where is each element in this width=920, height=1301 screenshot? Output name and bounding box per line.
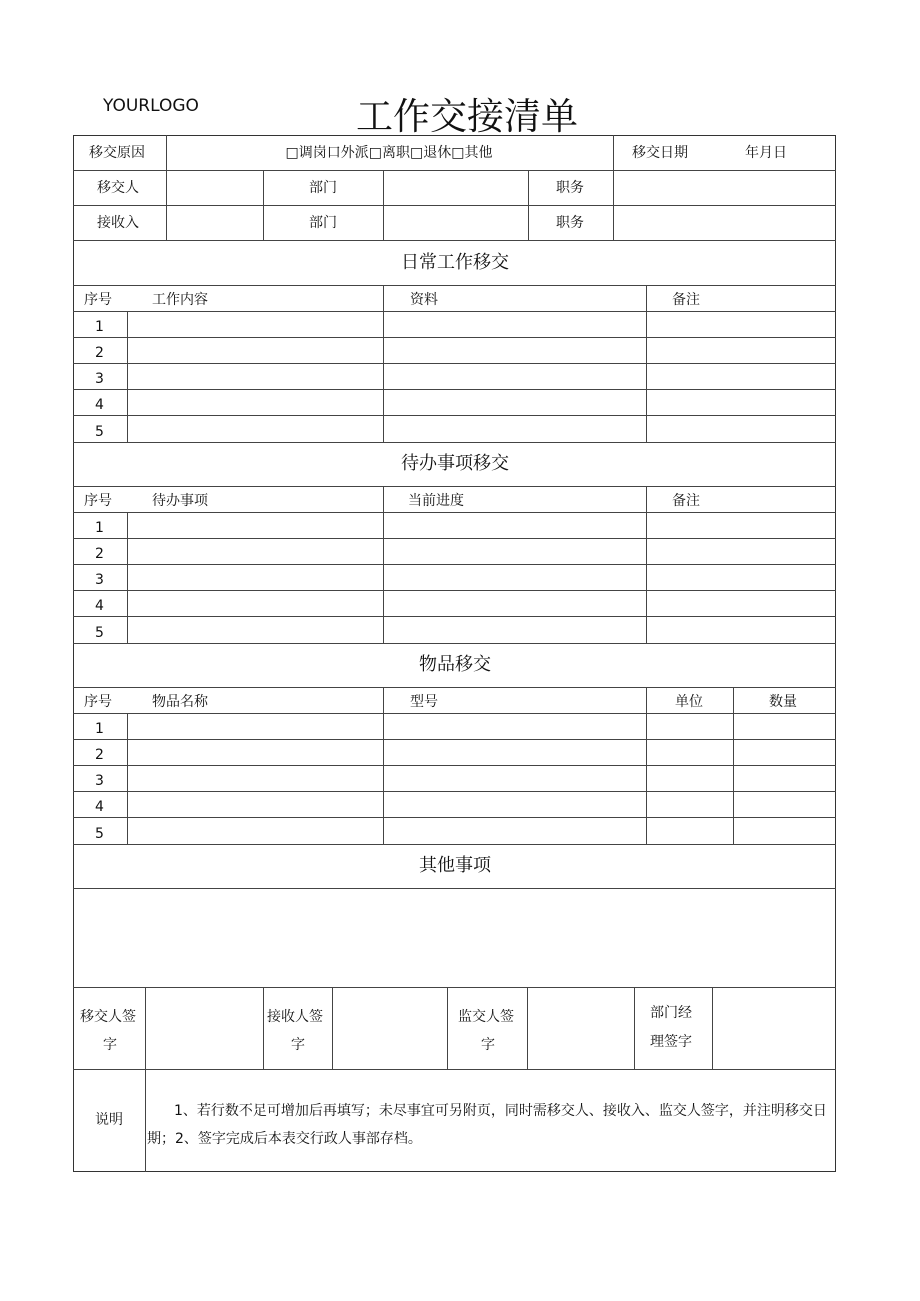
row-divider bbox=[73, 616, 836, 617]
column-divider bbox=[528, 170, 529, 240]
reason-label: 移交原因 bbox=[89, 145, 145, 161]
receiver-label: 接收入 bbox=[97, 215, 139, 231]
receiver-position-label: 职务 bbox=[556, 215, 584, 231]
goods-row-number: 4 bbox=[95, 799, 104, 815]
goods-row-number: 1 bbox=[95, 721, 104, 737]
row-divider bbox=[73, 817, 836, 818]
column-divider bbox=[634, 987, 635, 1069]
column-divider bbox=[332, 987, 333, 1069]
column-divider bbox=[733, 687, 734, 844]
giver-dept-label: 部门 bbox=[309, 180, 337, 196]
row-divider bbox=[73, 739, 836, 740]
column-divider bbox=[263, 170, 264, 240]
todo-row-number: 3 bbox=[95, 572, 104, 588]
row-divider bbox=[73, 415, 836, 416]
row-divider bbox=[73, 170, 836, 171]
column-divider bbox=[383, 285, 384, 442]
giver-signature-label-cont: 字 bbox=[103, 1037, 117, 1053]
row-divider bbox=[73, 389, 836, 390]
column-divider bbox=[145, 987, 146, 1172]
notes-label: 说明 bbox=[95, 1112, 123, 1128]
page-title: 工作交接清单 bbox=[356, 95, 578, 138]
daily-col-remark: 备注 bbox=[672, 292, 700, 308]
daily-row-number: 2 bbox=[95, 345, 104, 361]
column-divider bbox=[447, 987, 448, 1069]
column-divider bbox=[646, 486, 647, 643]
column-divider bbox=[383, 486, 384, 643]
goods-section-title: 物品移交 bbox=[419, 654, 491, 675]
todo-col-no: 序号 bbox=[84, 493, 112, 509]
column-divider bbox=[127, 311, 128, 442]
column-divider bbox=[263, 987, 264, 1069]
receiver-signature-label: 接收人签 bbox=[267, 1009, 323, 1025]
row-divider bbox=[73, 888, 836, 889]
column-divider bbox=[383, 170, 384, 240]
todo-row-number: 5 bbox=[95, 625, 104, 641]
row-divider bbox=[73, 337, 836, 338]
todo-col-remark: 备注 bbox=[672, 493, 700, 509]
row-divider bbox=[73, 687, 836, 688]
column-divider bbox=[613, 170, 614, 240]
column-divider bbox=[646, 687, 647, 844]
todo-col-progress: 当前进度 bbox=[408, 493, 464, 509]
column-divider bbox=[712, 987, 713, 1069]
row-divider bbox=[73, 285, 836, 286]
date-label: 移交日期 bbox=[632, 145, 688, 161]
daily-section-title: 日常工作移交 bbox=[401, 252, 509, 273]
daily-row-number: 4 bbox=[95, 397, 104, 413]
row-divider bbox=[73, 442, 836, 443]
row-divider bbox=[73, 363, 836, 364]
daily-col-material: 资料 bbox=[410, 292, 438, 308]
row-divider bbox=[73, 512, 836, 513]
goods-row-number: 3 bbox=[95, 773, 104, 789]
row-divider bbox=[73, 590, 836, 591]
row-divider bbox=[73, 844, 836, 845]
row-divider bbox=[73, 643, 836, 644]
todo-row-number: 1 bbox=[95, 520, 104, 536]
giver-label: 移交人 bbox=[97, 180, 139, 196]
goods-col-model: 型号 bbox=[410, 694, 438, 710]
row-divider bbox=[73, 311, 836, 312]
daily-col-no: 序号 bbox=[84, 292, 112, 308]
daily-row-number: 1 bbox=[95, 319, 104, 335]
todo-col-item: 待办事项 bbox=[152, 493, 208, 509]
daily-col-content: 工作内容 bbox=[152, 292, 208, 308]
goods-col-qty: 数量 bbox=[769, 694, 797, 710]
manager-signature-label: 部门经 bbox=[650, 1005, 692, 1021]
column-divider bbox=[127, 512, 128, 643]
column-divider bbox=[527, 987, 528, 1069]
row-divider bbox=[73, 987, 836, 988]
column-divider bbox=[613, 135, 614, 170]
daily-row-number: 3 bbox=[95, 371, 104, 387]
daily-row-number: 5 bbox=[95, 424, 104, 440]
row-divider bbox=[73, 486, 836, 487]
other-section-title: 其他事项 bbox=[419, 855, 491, 876]
goods-row-number: 5 bbox=[95, 826, 104, 842]
receiver-dept-label: 部门 bbox=[309, 215, 337, 231]
column-divider bbox=[646, 285, 647, 442]
row-divider bbox=[73, 1069, 836, 1070]
supervisor-signature-label-cont: 字 bbox=[481, 1037, 495, 1053]
reason-options[interactable]: □调岗口外派□离职□退休□其他 bbox=[285, 145, 493, 161]
goods-col-name: 物品名称 bbox=[152, 694, 208, 710]
row-divider bbox=[73, 538, 836, 539]
goods-col-unit: 单位 bbox=[675, 694, 703, 710]
todo-row-number: 2 bbox=[95, 546, 104, 562]
row-divider bbox=[73, 765, 836, 766]
todo-section-title: 待办事项移交 bbox=[401, 453, 509, 474]
row-divider bbox=[73, 791, 836, 792]
row-divider bbox=[73, 713, 836, 714]
column-divider bbox=[383, 687, 384, 844]
goods-col-no: 序号 bbox=[84, 694, 112, 710]
row-divider bbox=[73, 205, 836, 206]
giver-position-label: 职务 bbox=[556, 180, 584, 196]
notes-text: 1、若行数不足可增加后再填写；未尽事宜可另附页，同时需移交人、接收入、监交人签字，并注明移交日期；2、签字完成后本表交行政人事部存档。 bbox=[147, 1103, 827, 1147]
manager-signature-label-cont: 理签字 bbox=[650, 1034, 692, 1050]
column-divider bbox=[127, 713, 128, 844]
supervisor-signature-label: 监交人签 bbox=[458, 1009, 514, 1025]
row-divider bbox=[73, 564, 836, 565]
goods-row-number: 2 bbox=[95, 747, 104, 763]
date-value[interactable]: 年月日 bbox=[745, 145, 787, 161]
receiver-signature-label-cont: 字 bbox=[291, 1037, 305, 1053]
row-divider bbox=[73, 240, 836, 241]
todo-row-number: 4 bbox=[95, 598, 104, 614]
column-divider bbox=[166, 135, 167, 240]
logo: YOURLOGO bbox=[103, 96, 199, 116]
giver-signature-label: 移交人签 bbox=[80, 1009, 136, 1025]
